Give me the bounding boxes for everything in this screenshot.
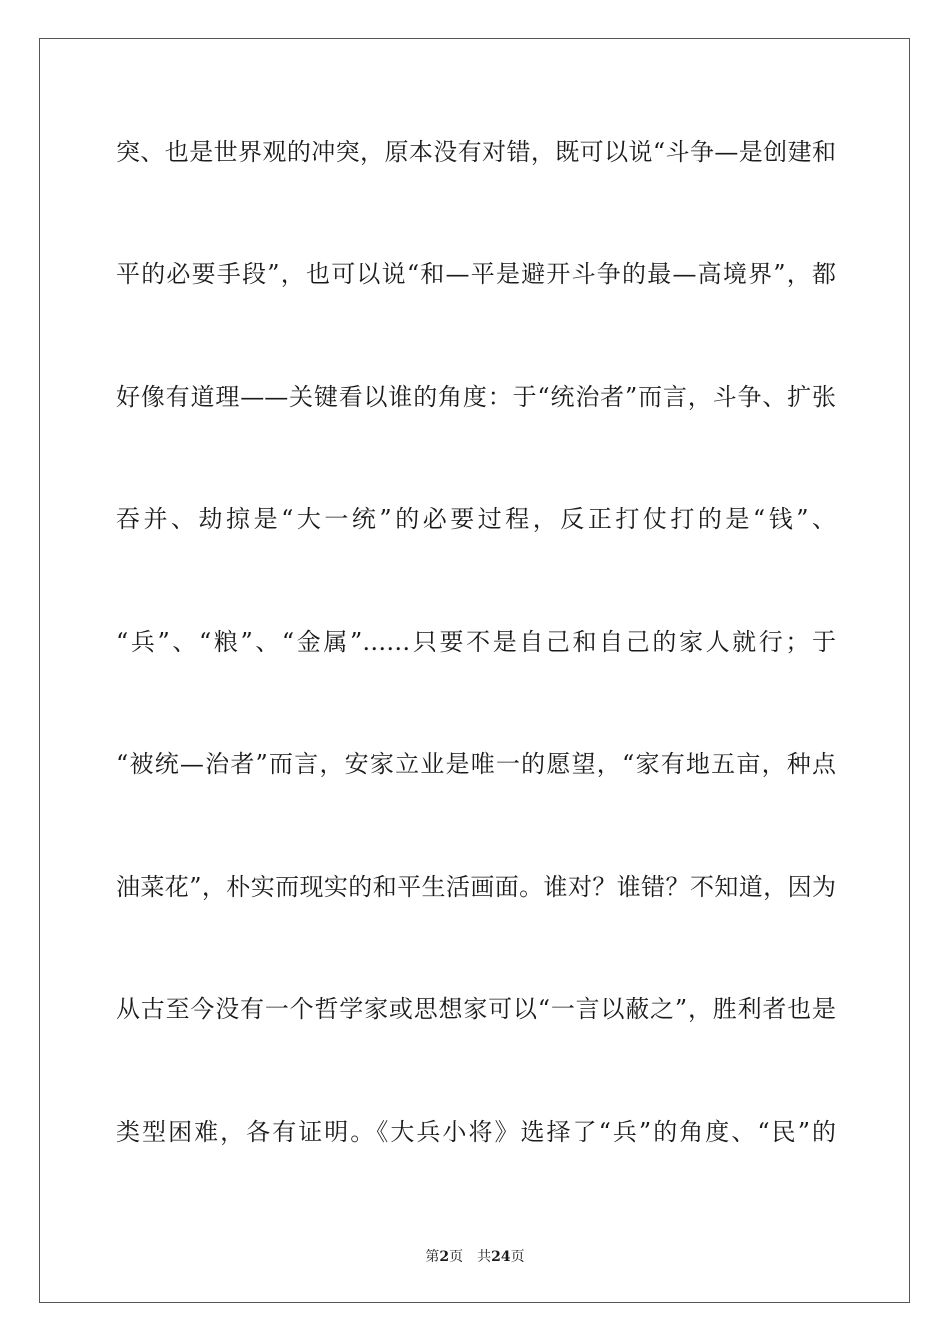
page-border	[39, 38, 910, 1303]
text-line-4: 吞并、劫掠是“大一统”的必要过程，反正打仗打的是“钱”、	[116, 505, 836, 533]
text-line-6: “被统—治者”而言，安家立业是唯一的愿望，“家有地五亩，种点	[116, 750, 836, 778]
text-line-9: 类型困难，各有证明。《大兵小将》选择了“兵”的角度、“民”的	[116, 1118, 836, 1146]
text-line-5: “兵”、“粮”、“金属”……只要不是自己和自己的家人就行；于	[116, 628, 836, 656]
page-prefix: 第	[425, 1249, 440, 1265]
page-footer	[0, 1248, 950, 1266]
total-suffix: 页	[510, 1249, 525, 1265]
text-line-2: 平的必要手段”，也可以说“和—平是避开斗争的最—高境界”，都	[116, 260, 836, 288]
page-suffix: 页	[449, 1249, 464, 1265]
text-line-8: 从古至今没有一个哲学家或思想家可以“一言以蔽之”，胜利者也是	[116, 995, 836, 1023]
text-line-1: 突、也是世界观的冲突，原本没有对错，既可以说“斗争—是创建和	[116, 138, 836, 166]
text-line-3: 好像有道理——关键看以谁的角度：于“统治者”而言，斗争、扩张	[116, 383, 836, 411]
total-pages: 24	[491, 1249, 511, 1265]
total-prefix: 共	[477, 1249, 492, 1265]
text-line-7: 油菜花”，朴实而现实的和平生活画面。谁对？谁错？不知道，因为	[116, 873, 836, 901]
page-number: 2	[439, 1249, 450, 1265]
